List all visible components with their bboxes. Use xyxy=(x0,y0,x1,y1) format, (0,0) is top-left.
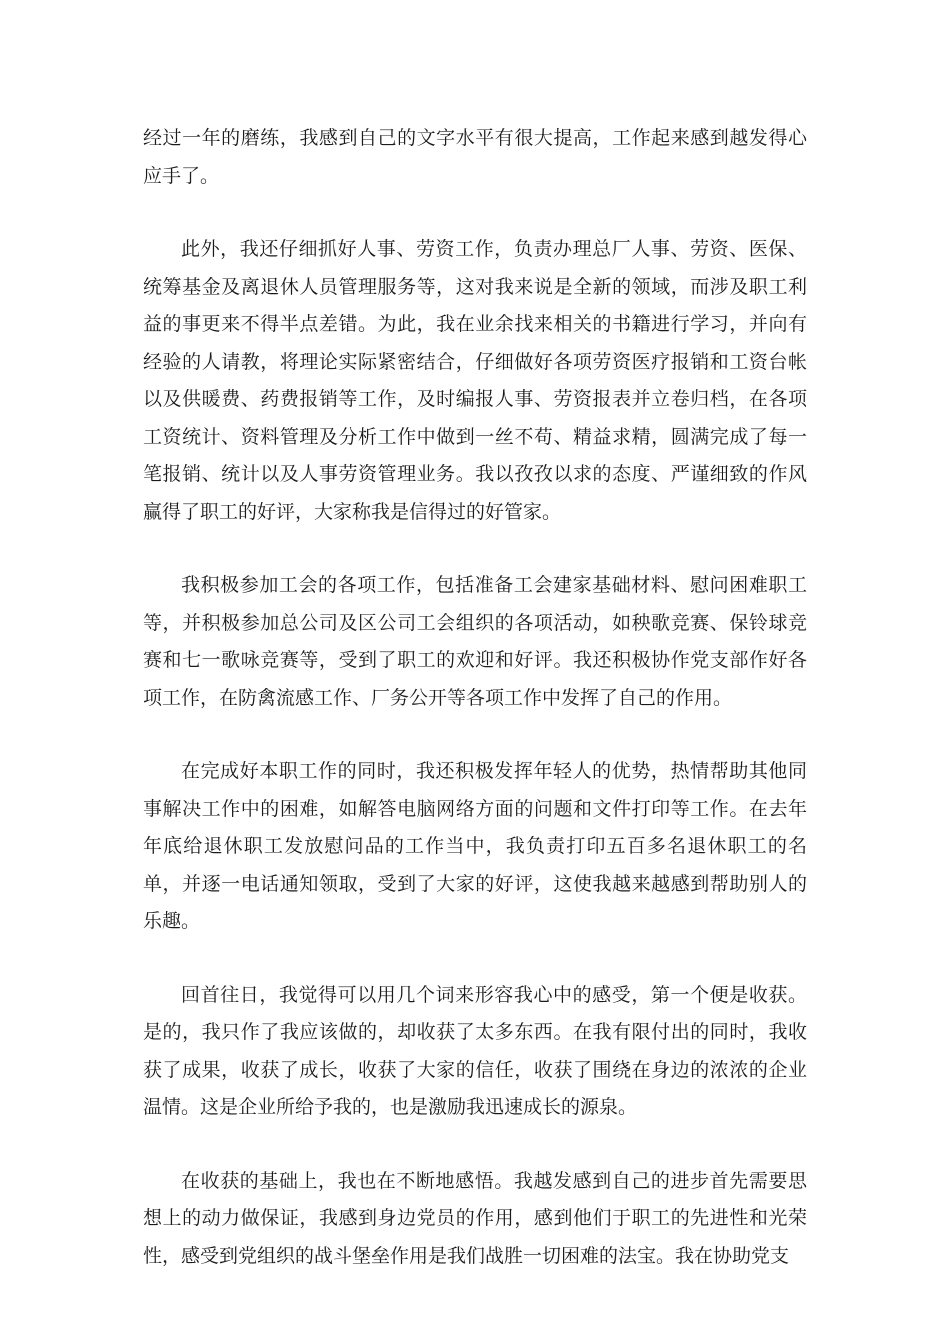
paragraph-2: 此外，我还仔细抓好人事、劳资工作，负责办理总厂人事、劳资、医保、统筹基金及离退休人员管理服务等，这对我来说是全新的领域，而涉及职工利益的事更来不得半点差错。为此，我在业余找来相关的书籍进行学习，并向有经验的人请教，将理论实际紧密结合，仔细做好各项劳资医疗报销和工资台帐以及供暖费、药费报销等工作，及时编报人事、劳资报表并立卷归档，在各项工资统计、资料管理及分析工作中做到一丝不苟、精益求精，圆满完成了每一笔报销、统计以及人事劳资管理业务。我以孜孜以求的态度、严谨细致的作风赢得了职工的好评，大家称我是信得过的好管家。 xyxy=(143,238,807,523)
document-body xyxy=(143,120,807,1275)
paragraph-3: 我积极参加工会的各项工作，包括准备工会建家基础材料、慰问困难职工等，并积极参加总公司及区公司工会组织的各项活动，如秧歌竞赛、保铃球竞赛和七一歌咏竞赛等，受到了职工的欢迎和好评。我还积极协作党支部作好各项工作，在防禽流感工作、厂务公开等各项工作中发挥了自己的作用。 xyxy=(143,574,807,709)
paragraph-1: 经过一年的磨练，我感到自己的文字水平有很大提高，工作起来感到越发得心应手了。 xyxy=(143,127,807,187)
paragraph-5: 回首往日，我觉得可以用几个词来形容我心中的感受，第一个便是收获。是的，我只作了我应该做的，却收获了太多东西。在我有限付出的同时，我收获了成果，收获了成长，收获了大家的信任，收获了围绕在身边的浓浓的企业温情。这是企业所给予我的，也是激励我迅速成长的源泉。 xyxy=(143,983,807,1118)
paragraph-6: 在收获的基础上，我也在不断地感悟。我越发感到自己的进步首先需要思想上的动力做保证，我感到身边党员的作用，感到他们于职工的先进性和光荣性，感受到党组织的战斗堡垒作用是我们战胜一切困难的法宝。我在协助党支 xyxy=(143,1169,807,1267)
paragraph-4: 在完成好本职工作的同时，我还积极发挥年轻人的优势，热情帮助其他同事解决工作中的困难，如解答电脑网络方面的问题和文件打印等工作。在去年年底给退休职工发放慰问品的工作当中，我负责打印五百多名退休职工的名单，并逐一电话通知领取，受到了大家的好评，这使我越来越感到帮助别人的乐趣。 xyxy=(143,760,807,932)
